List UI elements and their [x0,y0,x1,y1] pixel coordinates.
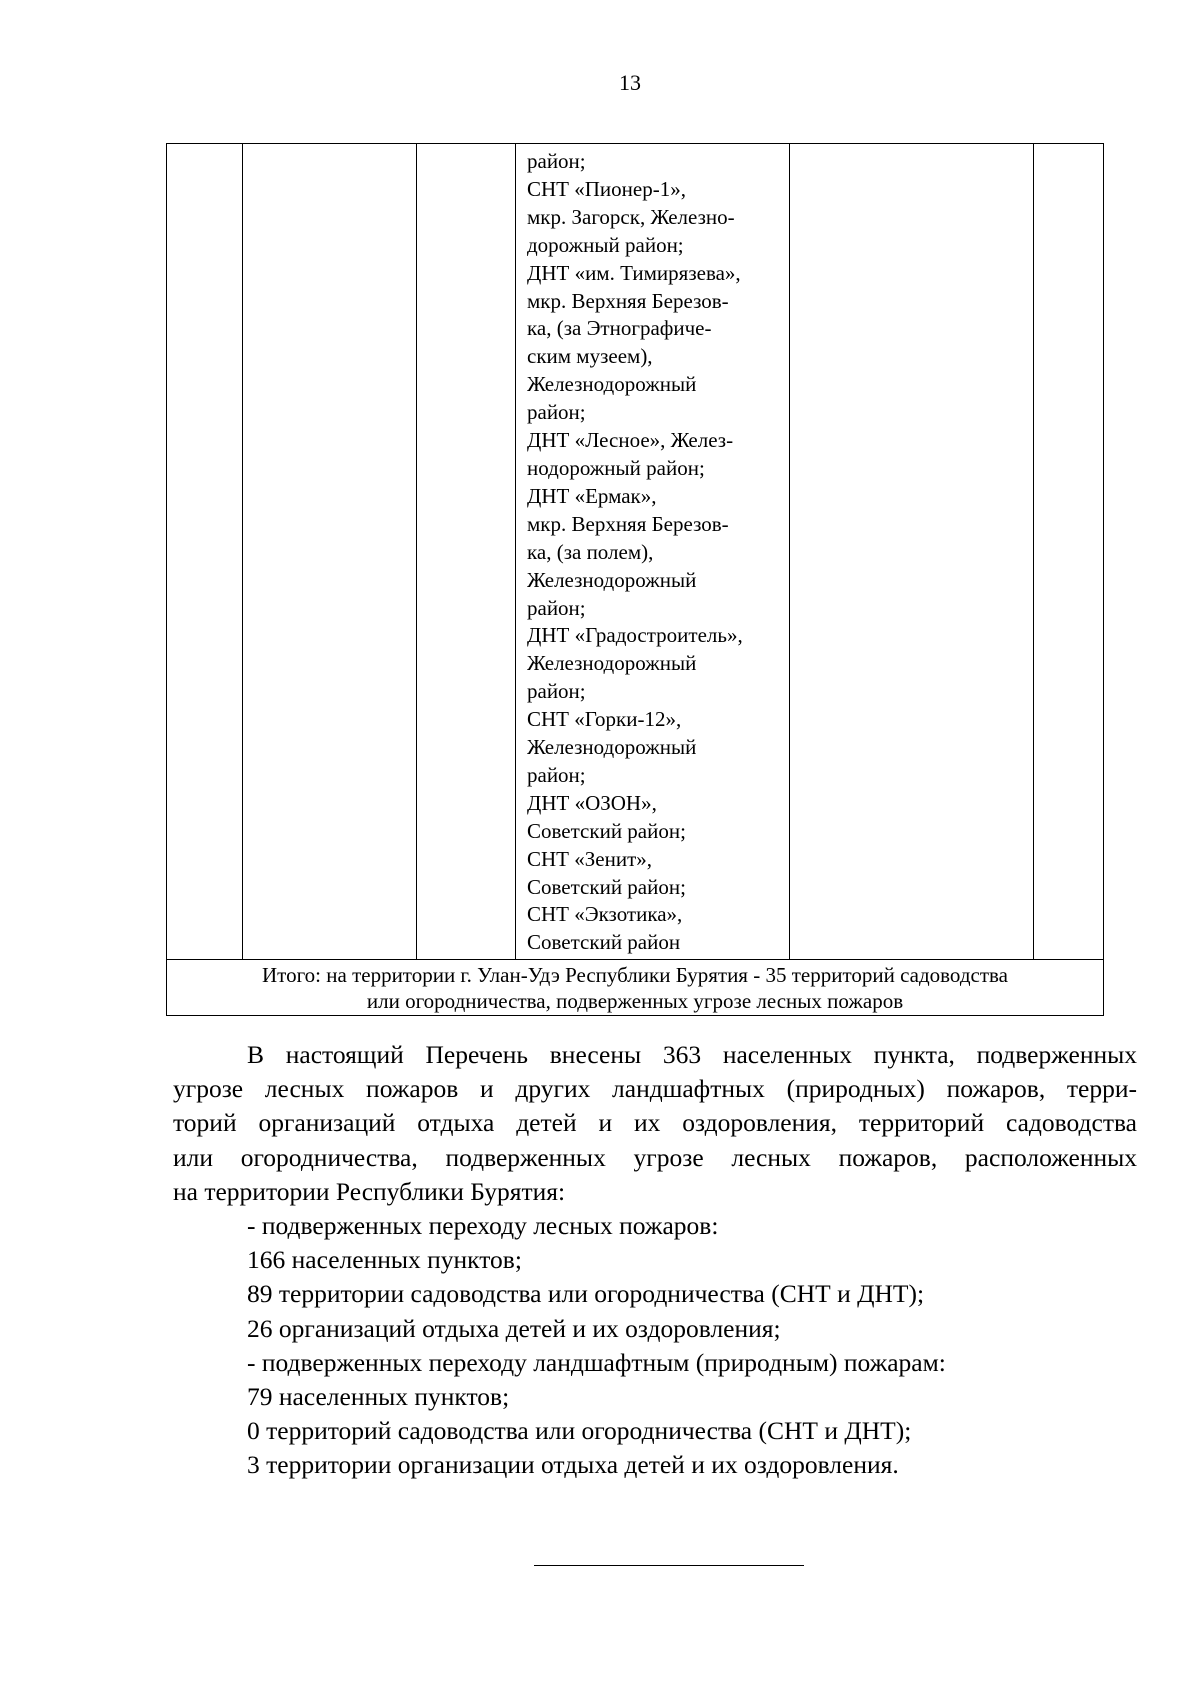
list-item: мкр. Загорск, Железно- [527,204,735,229]
list-item: район; [527,679,586,704]
table-row [167,144,1104,960]
total-line: или огородничества, подверженных угрозе лесных пожаров [366,989,904,1014]
list-item: 26 организаций отдыха детей и их оздоровления; [247,1313,781,1343]
table-cell-territories [516,144,790,960]
list-item: 0 территорий садоводства или огородничества (СНТ и ДНТ); [247,1416,912,1446]
summary-list [173,1209,1137,1483]
list-item: СНТ «Экзотика», [527,902,683,927]
list-item: Советский район [527,930,681,955]
table-cell-municipality [243,144,417,960]
list-item: район; [527,762,586,787]
list-item: 79 населенных пунктов; [247,1382,510,1412]
list-item: - подверженных переходу лесных пожаров: [247,1211,719,1241]
summary-paragraph [173,1038,1137,1209]
list-item: нодорожный район; [527,455,705,480]
list-item: ским музеем), [527,344,653,369]
list-item: мкр. Верхняя Березов- [527,511,729,536]
list-item: мкр. Верхняя Березов- [527,288,729,313]
list-item: ДНТ «Лесное», Желез- [527,428,734,453]
list-item: Советский район; [527,818,686,843]
list-item: СНТ «Зенит», [527,846,652,871]
list-item: ДНТ «Градостроитель», [527,623,743,648]
list-item: Железнодорожный [527,735,697,760]
list-item: ДНТ «Ермак», [527,483,657,508]
total-row [167,960,1104,1016]
table-cell-count [417,144,516,960]
paragraph-line: на территории Республики Бурятия: [173,1176,566,1206]
list-item: ка, (за полем), [527,539,654,564]
table-cell-extra [1034,144,1104,960]
list-item: Железнодорожный [527,567,697,592]
list-item: ДНТ «ОЗОН», [527,790,657,815]
list-item: дорожный район; [527,232,684,257]
paragraph-line: торий организаций отдыха детей и их оздоровления, территорий садоводства [173,1108,1137,1138]
list-item: Железнодорожный [527,651,697,676]
page-number: 13 [619,70,641,95]
list-item: - подверженных переходу ландшафтным (природным) пожарам: [247,1347,946,1377]
list-item: район; [527,400,586,425]
paragraph-line: угрозе лесных пожаров и других ландшафтных (природных) пожаров, терри- [173,1074,1137,1104]
list-item: ка, (за Этнографиче- [527,316,712,341]
summary-section [173,1038,1137,1483]
list-item: район; [527,595,586,620]
table-cell-notes [790,144,1034,960]
list-item: район; [527,149,586,173]
list-item: 166 населенных пунктов; [247,1245,522,1275]
list-item: СНТ «Пионер-1», [527,176,686,201]
list-item: СНТ «Горки-12», [527,707,682,732]
territories-list [527,148,781,957]
settlements-table [166,143,1104,1016]
list-item: Советский район; [527,874,686,899]
list-item: 3 территории организации отдыха детей и их оздоровления. [247,1450,899,1480]
paragraph-line: или огородничества, подверженных угрозе лесных пожаров, расположенных [173,1142,1137,1172]
total-line: Итого: на территории г. Улан-Удэ Республики Бурятия - 35 территорий садоводства [262,963,1008,988]
paragraph-line: В настоящий Перечень внесены 363 населенных пункта, подверженных [247,1040,1137,1069]
list-item: ДНТ «им. Тимирязева», [527,260,741,285]
end-divider [534,1565,804,1566]
list-item: Железнодорожный [527,372,697,397]
list-item: 89 территории садоводства или огородничества (СНТ и ДНТ); [247,1279,925,1309]
table-cell-number [167,144,243,960]
total-cell [167,960,1104,1016]
